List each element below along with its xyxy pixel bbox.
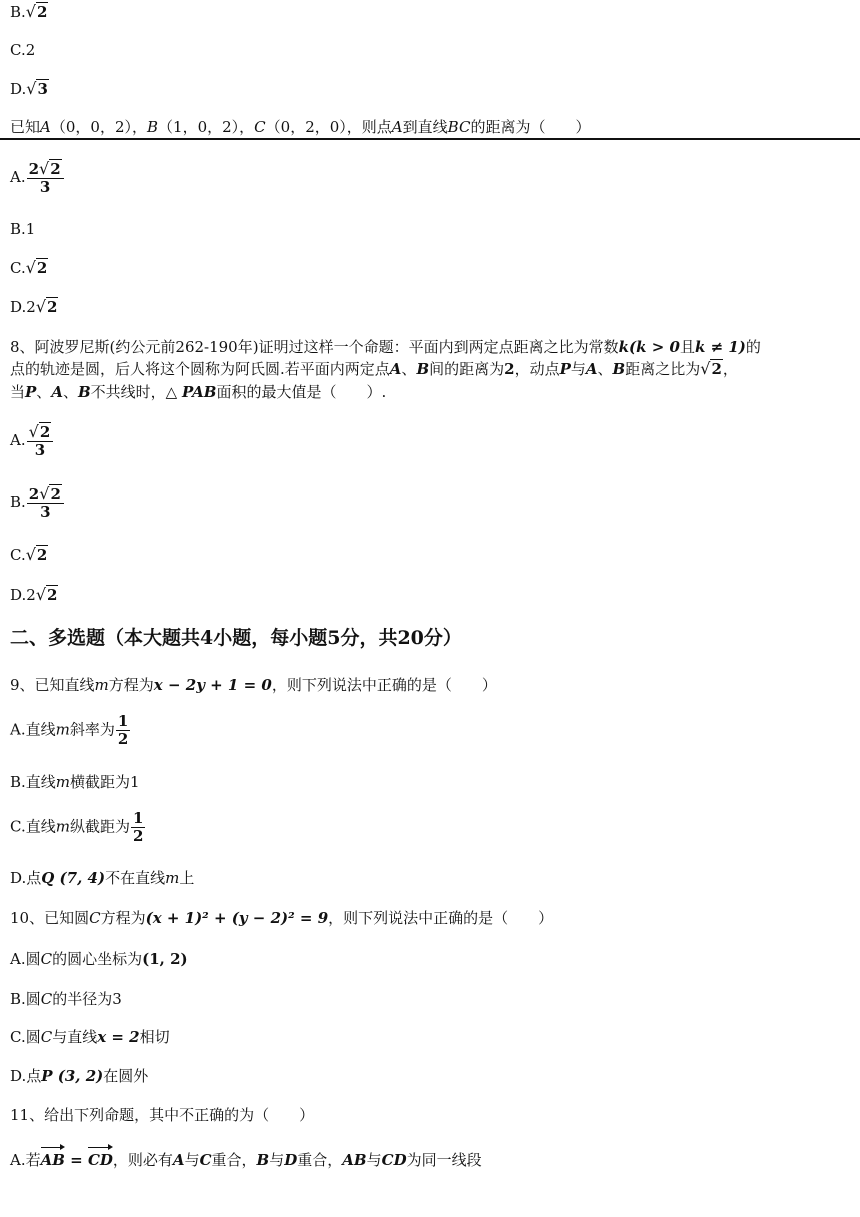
vector-ab: AB bbox=[40, 1151, 65, 1169]
q9-text: ，则下列说法中正确的是（ ） bbox=[271, 676, 497, 694]
q10-option-b bbox=[10, 989, 122, 1009]
q8-stem-line3 bbox=[10, 382, 386, 402]
q8-text: 与 bbox=[570, 360, 586, 378]
q11-math: A bbox=[172, 1151, 185, 1169]
q10-var: C bbox=[40, 1028, 53, 1046]
q10-math: (1, 2) bbox=[142, 950, 188, 968]
q9-text: 不在直线 bbox=[105, 869, 166, 887]
q9-option-a bbox=[10, 713, 131, 748]
q8-stem-line1 bbox=[10, 337, 761, 357]
q9-text: C.直线 bbox=[10, 817, 56, 836]
sqrt-2: √2 bbox=[25, 545, 48, 564]
option-letter: B. bbox=[10, 3, 26, 21]
q8-math: B bbox=[612, 360, 626, 378]
q10-math: P (3, 2) bbox=[41, 1067, 104, 1085]
q9-text: 斜率为 bbox=[69, 720, 115, 739]
sqrt-2: √2 bbox=[35, 297, 58, 316]
q8-math: B bbox=[416, 360, 430, 378]
q8-text: 8、阿波罗尼斯(约公元前262-190年)证明过这样一个命题：平面内到两定点距离之比为常数 bbox=[10, 338, 619, 356]
q11-text: 重合， bbox=[297, 1151, 343, 1169]
q8-text: 、 bbox=[401, 360, 417, 378]
q9-var: m bbox=[165, 869, 180, 887]
q10-text: ，则下列说法中正确的是（ ） bbox=[328, 909, 554, 927]
q8-text: 、 bbox=[62, 383, 78, 401]
q7-text: （1，0，2）， bbox=[158, 118, 255, 136]
q8-option-b bbox=[10, 485, 65, 521]
q9-text: 纵截距为 bbox=[69, 817, 130, 836]
q7-option-d bbox=[10, 297, 58, 317]
q11-text: 与 bbox=[269, 1151, 285, 1169]
option-letter: D.2 bbox=[10, 586, 36, 604]
q11-text: 为同一线段 bbox=[406, 1151, 482, 1169]
q11-math: B bbox=[256, 1151, 270, 1169]
q8-math: k ≠ 1) bbox=[694, 338, 746, 356]
q9-var: m bbox=[55, 720, 70, 739]
sqrt-3: √3 bbox=[26, 79, 48, 98]
q10-option-a bbox=[10, 949, 188, 969]
q11-text: A.若 bbox=[10, 1151, 41, 1169]
q8-option-c bbox=[10, 545, 48, 565]
q7-option-c bbox=[10, 258, 48, 278]
q8-math: A bbox=[585, 360, 598, 378]
q8-text: 面积的最大值是（ ）. bbox=[216, 383, 387, 401]
q7-option-a bbox=[10, 160, 65, 196]
q7-var: BC bbox=[447, 118, 471, 136]
vector-cd: CD bbox=[87, 1151, 113, 1169]
q9-text: 横截距为1 bbox=[70, 773, 140, 791]
q9-var: m bbox=[55, 817, 70, 836]
q9-text: 方程为 bbox=[108, 676, 154, 694]
sqrt-2: √2 bbox=[25, 258, 48, 277]
divider-line bbox=[0, 138, 860, 140]
q11-text: 重合， bbox=[211, 1151, 257, 1169]
q8-option-d bbox=[10, 585, 58, 605]
fraction: $\frac{1}{2}$ bbox=[132, 809, 144, 845]
option-letter: B. bbox=[10, 493, 26, 511]
q11-text: 与 bbox=[184, 1151, 200, 1169]
q7-text: 的距离为（ ） bbox=[470, 118, 591, 136]
q8-text: 、 bbox=[36, 383, 52, 401]
sqrt-2: √2 bbox=[700, 359, 722, 378]
q11-text: ，则必有 bbox=[112, 1151, 173, 1169]
q8-text: 点的轨迹是圆，后人将这个圆称为阿氏圆.若平面内两定点 bbox=[10, 360, 390, 378]
option-letter: C. bbox=[10, 259, 26, 277]
q10-text: 相切 bbox=[139, 1028, 170, 1046]
q8-math: 2 bbox=[504, 360, 515, 378]
q7-text: （0，0，2）， bbox=[50, 118, 147, 136]
q10-text: 方程为 bbox=[100, 909, 146, 927]
q9-text: A.直线 bbox=[10, 720, 56, 739]
sqrt-2: √2 bbox=[35, 585, 58, 604]
q7-var: C bbox=[254, 118, 266, 136]
q8-stem-line2 bbox=[10, 359, 738, 379]
q11-math: CD bbox=[381, 1151, 407, 1169]
section-title: 二、多选题（本大题共4小题，每小题5分，共20分） bbox=[10, 627, 462, 649]
q8-math: A bbox=[389, 360, 402, 378]
q7-stem bbox=[10, 117, 590, 137]
q9-math: Q (7, 4) bbox=[41, 869, 106, 887]
q10-text: 10、已知圆 bbox=[10, 909, 90, 927]
prev-option-c: C.2 bbox=[10, 41, 36, 59]
q9-text: B.直线 bbox=[10, 773, 56, 791]
q8-math: P bbox=[25, 383, 37, 401]
q11-math: AB bbox=[342, 1151, 367, 1169]
q10-stem bbox=[10, 908, 553, 928]
q8-text: 不共线时，△ bbox=[90, 383, 182, 401]
q8-math: k(k > 0 bbox=[618, 338, 680, 356]
q7-text: 已知 bbox=[10, 118, 41, 136]
q9-option-c bbox=[10, 810, 146, 845]
q10-var: C bbox=[40, 990, 53, 1008]
q10-option-d bbox=[10, 1066, 148, 1086]
q10-var: C bbox=[89, 909, 101, 927]
q9-text: D.点 bbox=[10, 869, 42, 887]
fraction: $\frac{2√2}{3}$ bbox=[27, 485, 64, 521]
option-letter: D. bbox=[10, 80, 27, 98]
q9-var: m bbox=[55, 773, 71, 791]
option-letter: A. bbox=[10, 431, 26, 449]
q8-text: 且 bbox=[679, 338, 695, 356]
q11-text: 与 bbox=[366, 1151, 382, 1169]
q7-var: B bbox=[147, 118, 159, 136]
prev-option-d bbox=[10, 79, 49, 99]
q8-math: PAB bbox=[181, 383, 217, 401]
q7-var: A bbox=[391, 118, 403, 136]
q10-text: 的圆心坐标为 bbox=[52, 950, 143, 968]
q10-text: C.圆 bbox=[10, 1028, 41, 1046]
q11-math: = bbox=[64, 1151, 88, 1169]
q8-text: 的 bbox=[745, 338, 761, 356]
q10-option-c bbox=[10, 1027, 170, 1047]
q9-var: m bbox=[94, 676, 109, 694]
q10-text: B.圆 bbox=[10, 990, 41, 1008]
q10-math: (x + 1)² + (y − 2)² = 9 bbox=[145, 909, 329, 927]
q7-var: A bbox=[40, 118, 51, 136]
q9-option-b bbox=[10, 772, 140, 792]
q10-text: D.点 bbox=[10, 1067, 42, 1085]
q9-text: 9、已知直线 bbox=[10, 676, 95, 694]
q7-option-b: B.1 bbox=[10, 220, 36, 238]
q11-math: C bbox=[199, 1151, 212, 1169]
prev-option-b bbox=[10, 2, 48, 22]
q8-text: 间的距离为 bbox=[429, 360, 505, 378]
q11-math: D bbox=[284, 1151, 298, 1169]
q9-stem bbox=[10, 675, 497, 695]
q8-text: ， bbox=[722, 360, 738, 378]
q10-var: C bbox=[40, 950, 53, 968]
q8-text: ，动点 bbox=[514, 360, 560, 378]
q8-text: 、 bbox=[597, 360, 613, 378]
q10-text: A.圆 bbox=[10, 950, 41, 968]
option-letter: D.2 bbox=[10, 298, 36, 316]
sqrt-2: √2 bbox=[25, 2, 48, 21]
q9-math: x − 2y + 1 = 0 bbox=[153, 676, 272, 694]
q8-math: B bbox=[77, 383, 91, 401]
fraction: $\frac{√2}{3}$ bbox=[27, 423, 54, 459]
q10-text: 的半径为3 bbox=[52, 990, 122, 1008]
q8-option-a bbox=[10, 423, 54, 459]
q10-text: 在圆外 bbox=[103, 1067, 149, 1085]
q11-option-a bbox=[10, 1150, 482, 1170]
q9-option-d bbox=[10, 868, 194, 888]
q8-math: A bbox=[51, 383, 63, 401]
option-letter: C. bbox=[10, 546, 26, 564]
fraction: $\frac{1}{2}$ bbox=[117, 712, 129, 748]
q8-text: 当 bbox=[10, 383, 26, 401]
q8-text: 距离之比为 bbox=[625, 360, 701, 378]
q8-math: P bbox=[559, 360, 571, 378]
q7-text: （0，2，0），则点 bbox=[265, 118, 392, 136]
option-letter: A. bbox=[10, 168, 26, 186]
q10-text: 与直线 bbox=[52, 1028, 98, 1046]
q7-text: 到直线 bbox=[402, 118, 448, 136]
q11-stem: 11、给出下列命题，其中不正确的为（ ） bbox=[10, 1106, 315, 1124]
fraction: $\frac{2√2}{3}$ bbox=[27, 160, 64, 196]
q9-text: 上 bbox=[179, 869, 195, 887]
q10-math: x = 2 bbox=[97, 1028, 140, 1046]
